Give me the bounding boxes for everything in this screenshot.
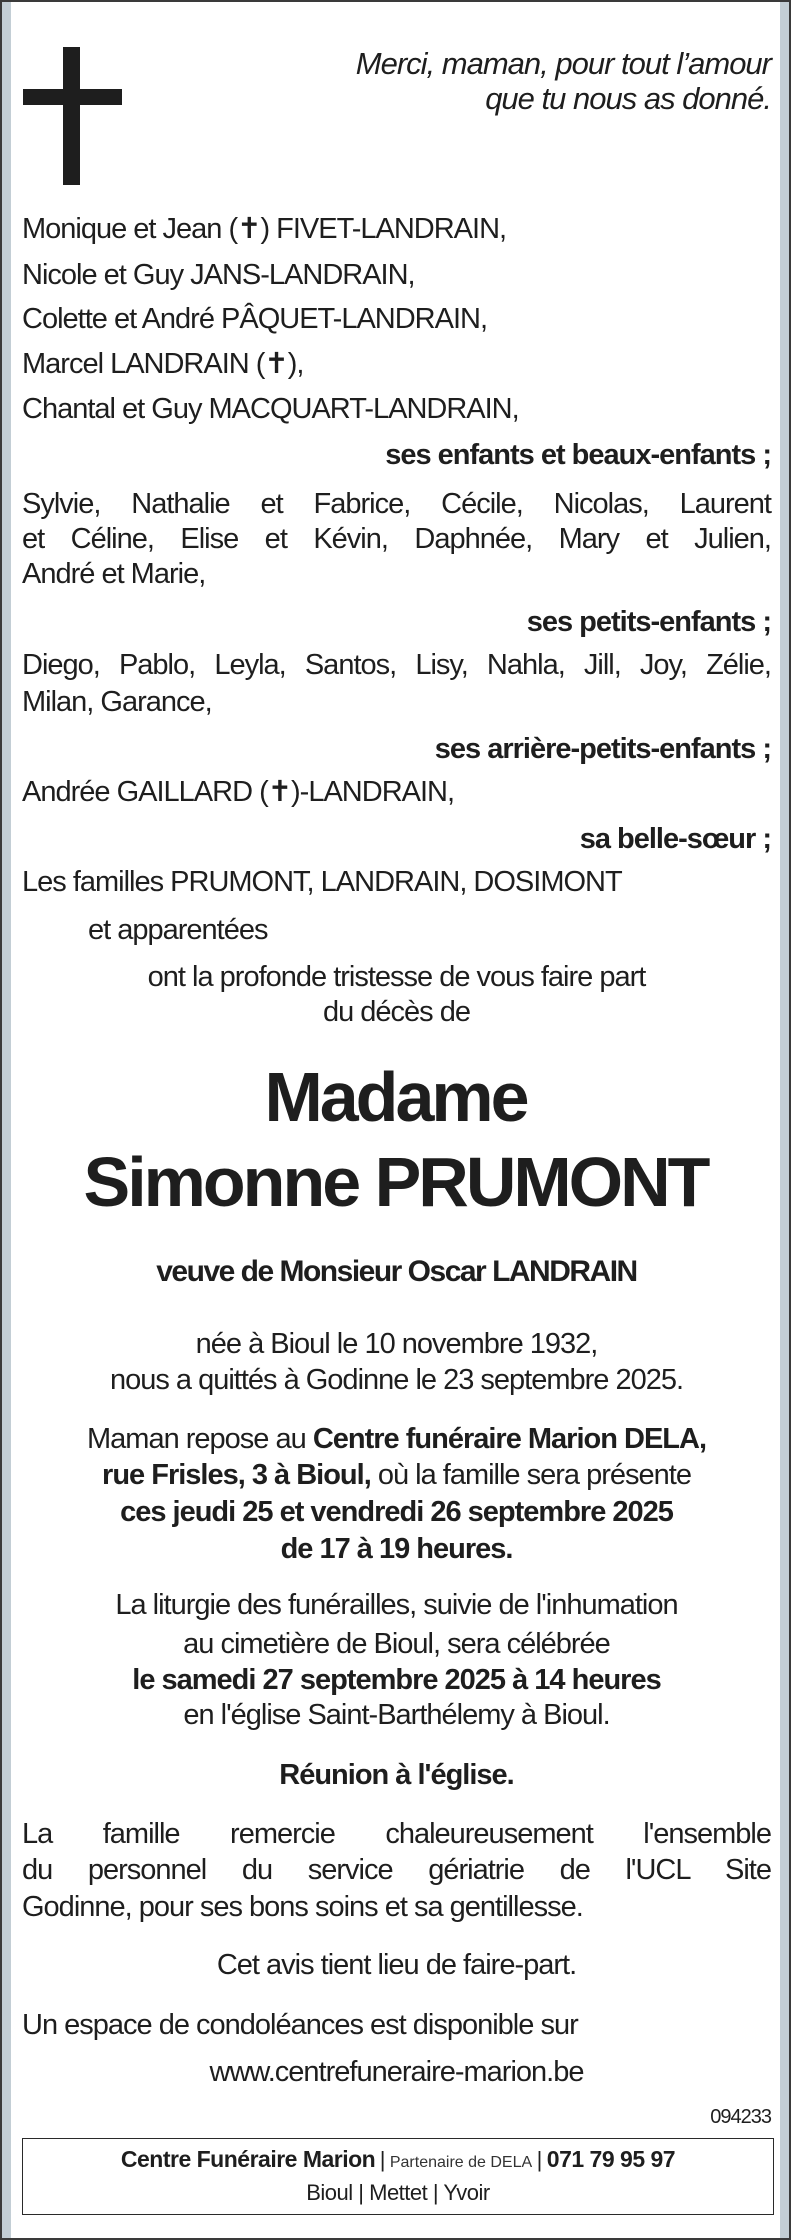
widow-of: veuve de Monsieur Oscar LANDRAIN — [156, 1255, 637, 1288]
child-line: Monique et Jean (✝) FIVET-LANDRAIN, — [22, 213, 507, 245]
rest-text: où la famille sera présente — [370, 1459, 691, 1491]
children-label: ses enfants et beaux-enfants ; — [385, 439, 771, 471]
footer-partner: Partenaire de DELA — [389, 2154, 533, 2171]
deceased-title: Madame — [264, 1058, 527, 1136]
liturgy-line: au cimetière de Bioul, sera célébrée — [183, 1628, 610, 1660]
child-line: Colette et André PÂQUET-LANDRAIN, — [22, 303, 488, 335]
footer-name: Centre Funéraire Marion — [120, 2146, 376, 2172]
thanks-line: La famille remercie chaleureusement l'ensemble — [22, 1818, 771, 1850]
funeral-home-address: rue Frisles, 3 à Bioul, — [102, 1459, 371, 1491]
separator: | — [379, 2147, 386, 2172]
families-line: Les familles PRUMONT, LANDRAIN, DOSIMONT — [22, 866, 622, 898]
grandchildren-line: et Céline, Elise et Kévin, Daphnée, Mary et Julien, — [22, 523, 771, 555]
deceased-name: Simonne PRUMONT — [83, 1143, 708, 1221]
announce-line: ont la profonde tristesse de vous faire part — [147, 961, 646, 993]
separator: | — [536, 2147, 543, 2172]
separator: | — [358, 2180, 364, 2205]
left-border-strip — [2, 2, 11, 2238]
reference-number: 094233 — [710, 2106, 771, 2128]
thanks-line: du personnel du service gériatrie de l'UCL Site — [22, 1854, 771, 1886]
visitation-hours: de 17 à 19 heures. — [280, 1533, 513, 1565]
notice-line: Cet avis tient lieu de faire-part. — [216, 1949, 577, 1981]
location: Bioul — [306, 2180, 353, 2205]
liturgy-line: La liturgie des funérailles, suivie de l'inhumation — [115, 1589, 678, 1621]
meeting-line: Réunion à l'église. — [279, 1759, 514, 1791]
location: Yvoir — [443, 2180, 490, 2205]
liturgy-date: le samedi 27 septembre 2025 à 14 heures — [132, 1664, 661, 1696]
footer-line-1 — [23, 2143, 773, 2179]
child-line: Marcel LANDRAIN (✝), — [22, 348, 304, 380]
child-line: Chantal et Guy MACQUART-LANDRAIN, — [22, 393, 519, 425]
announce-line: du décès de — [322, 996, 470, 1028]
sister-in-law-label: sa belle-sœur ; — [579, 823, 771, 855]
grandchildren-line: André et Marie, — [22, 558, 206, 590]
related-line: et apparentées — [88, 914, 268, 946]
sister-in-law: Andrée GAILLARD (✝)-LANDRAIN, — [22, 776, 455, 808]
death-line: nous a quittés à Godinne le 23 septembre 2025. — [109, 1364, 684, 1396]
funeral-home-name: Centre funéraire Marion DELA, — [312, 1423, 706, 1455]
thanks-line: Godinne, pour ses bons soins et sa gentillesse. — [22, 1891, 583, 1923]
website-link[interactable]: www.centrefuneraire-marion.be — [209, 2056, 584, 2088]
liturgy-line: en l'église Saint-Barthélemy à Bioul. — [183, 1699, 610, 1731]
rest-text: Maman repose au — [87, 1423, 313, 1455]
right-border-strip — [780, 2, 789, 2238]
condolences-line: Un espace de condoléances est disponible sur — [22, 2009, 578, 2041]
quote-line: que tu nous as donné. — [485, 81, 771, 116]
separator: | — [432, 2180, 439, 2205]
quote-line: Merci, maman, pour tout l’amour — [355, 46, 771, 81]
funeral-home-footer — [22, 2138, 774, 2215]
location: Mettet — [369, 2180, 428, 2205]
rest-line — [22, 1419, 771, 1459]
footer-phone: 071 79 95 97 — [546, 2146, 676, 2172]
birth-line: née à Bioul le 10 novembre 1932, — [195, 1328, 598, 1360]
rest-line — [22, 1455, 771, 1495]
grandchildren-line: Sylvie, Nathalie et Fabrice, Cécile, Nicolas, Laurent — [22, 488, 771, 520]
child-line: Nicole et Guy JANS-LANDRAIN, — [22, 259, 415, 291]
footer-locations — [23, 2177, 773, 2209]
great-grandchildren-line: Diego, Pablo, Leyla, Santos, Lisy, Nahla, Jill, Joy, Zélie, — [22, 649, 771, 681]
grandchildren-label: ses petits-enfants ; — [526, 606, 771, 638]
great-grandchildren-label: ses arrière-petits-enfants ; — [434, 733, 771, 765]
visitation-dates: ces jeudi 25 et vendredi 26 septembre 2025 — [120, 1496, 673, 1528]
great-grandchildren-line: Milan, Garance, — [22, 686, 212, 718]
